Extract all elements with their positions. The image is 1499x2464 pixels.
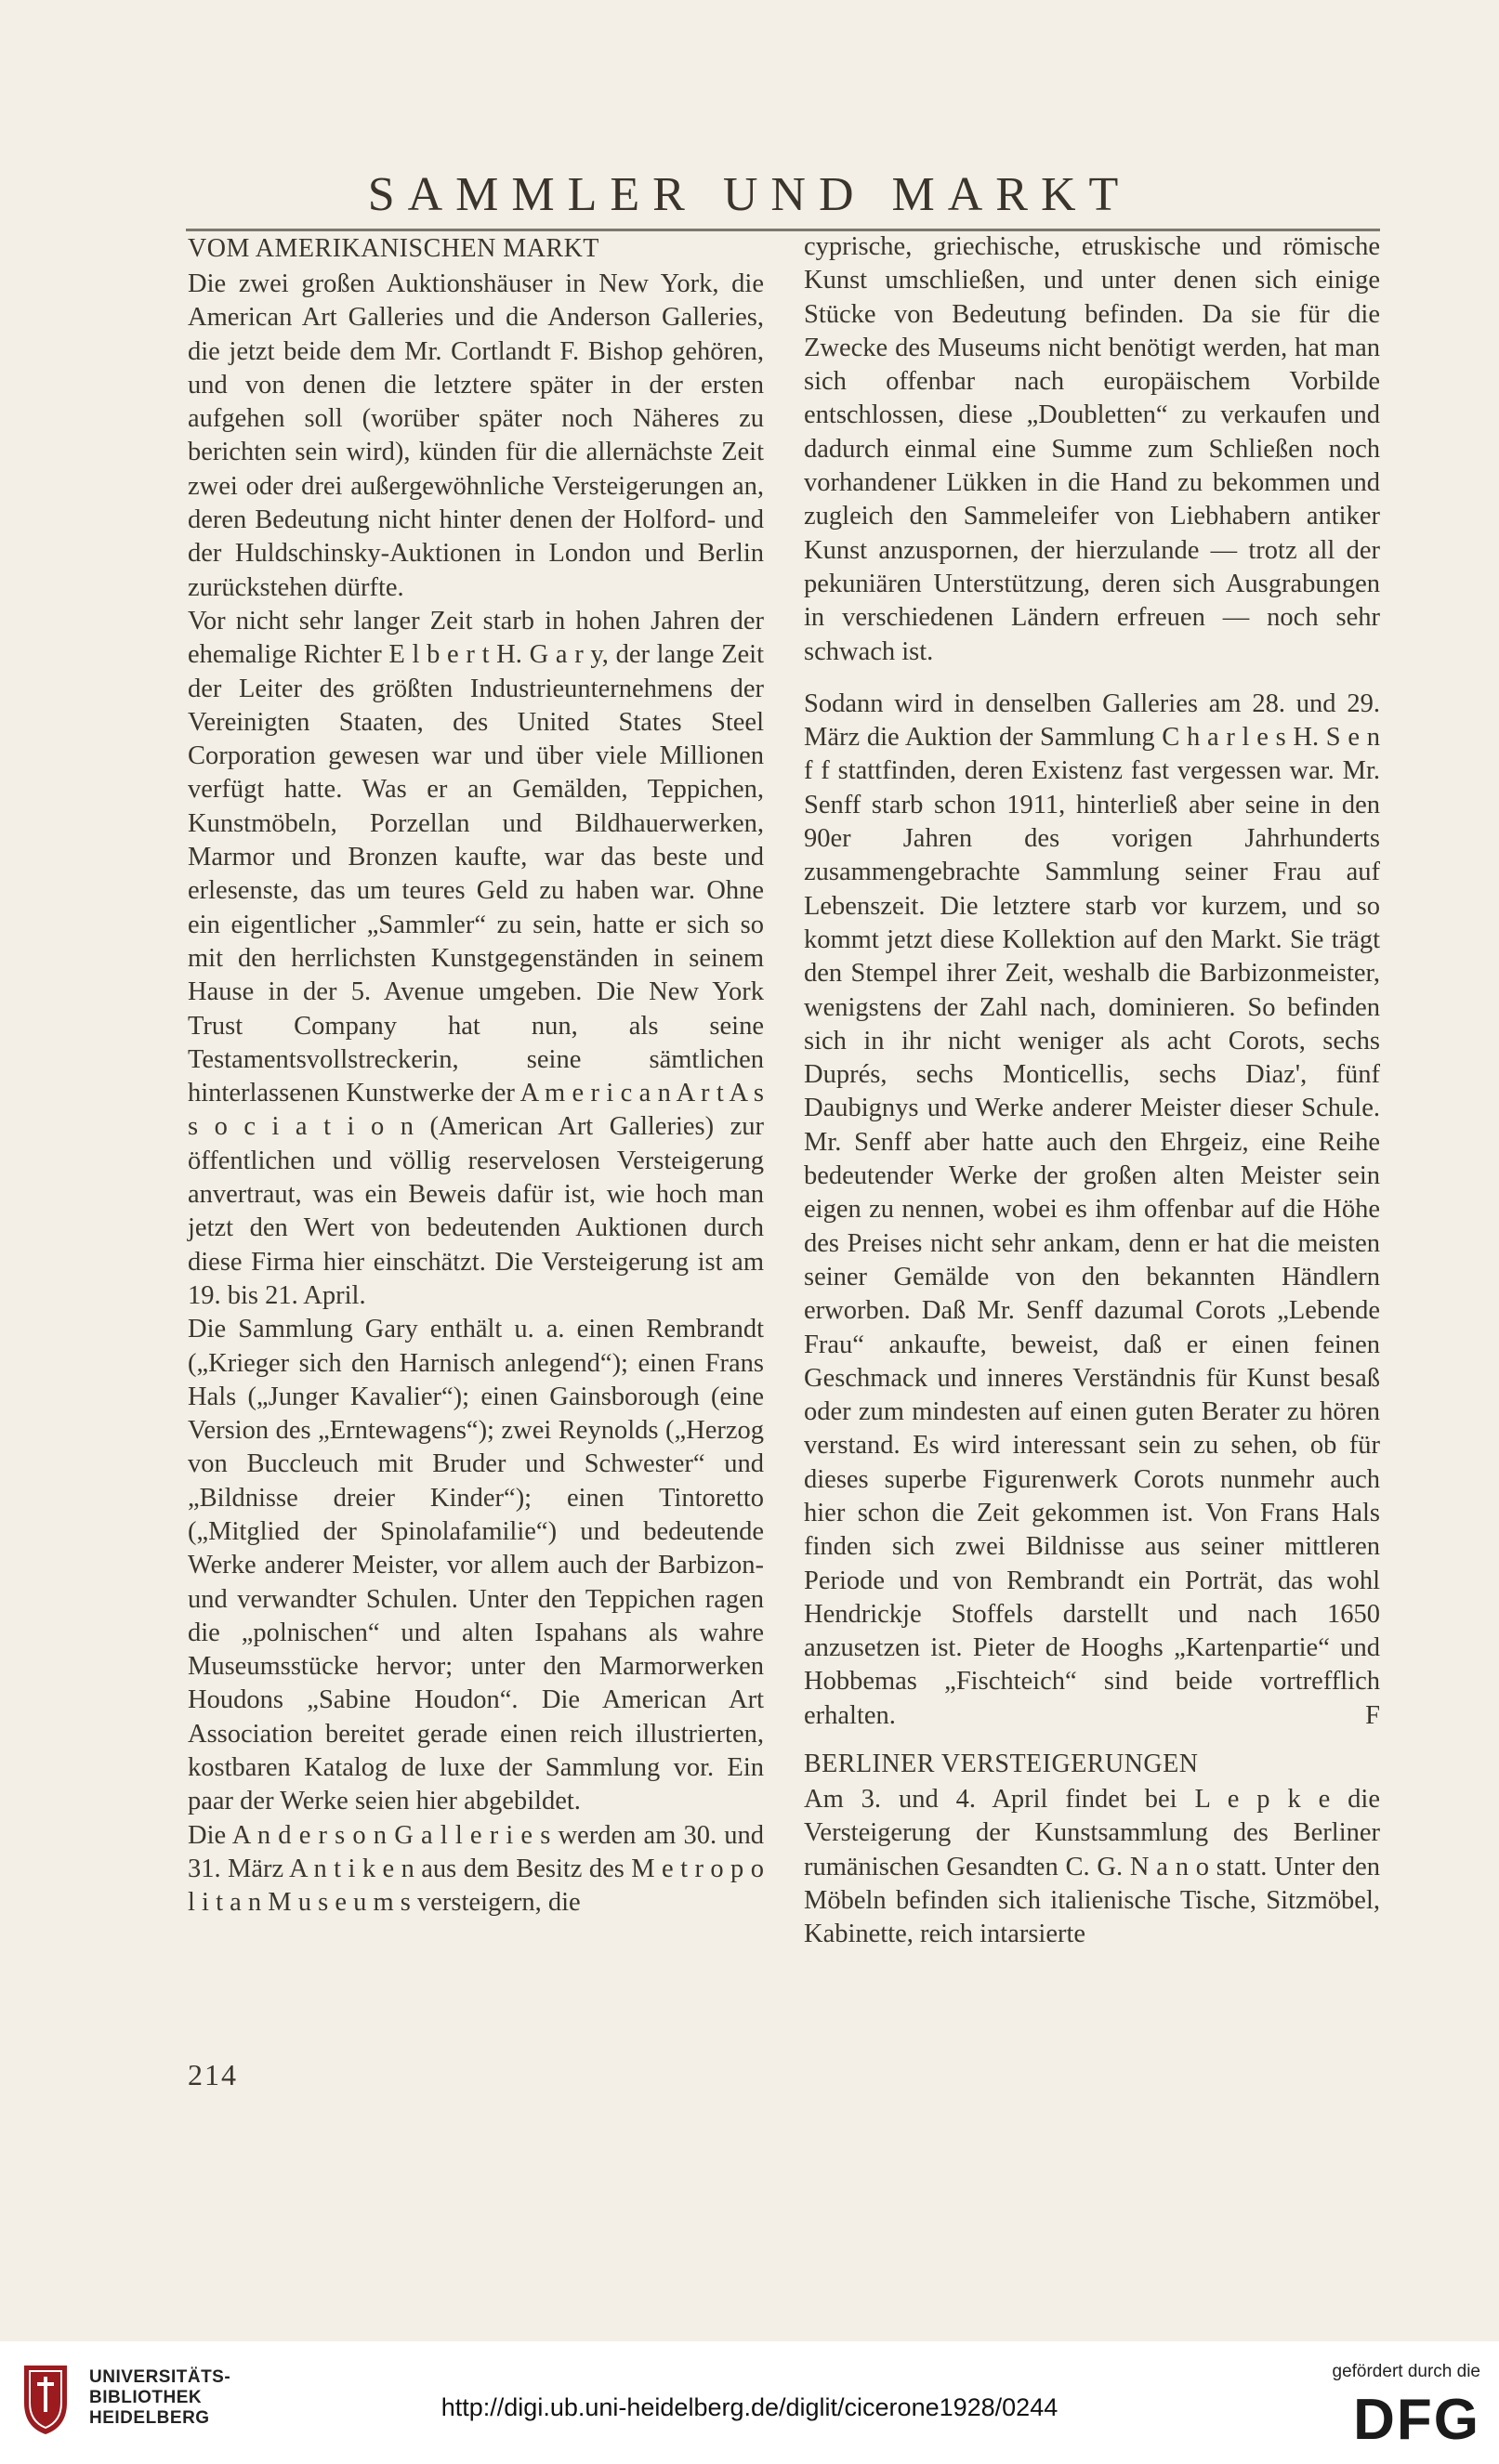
dfg-logo: DFG	[1353, 2388, 1480, 2452]
paragraph: Am 3. und 4. April findet bei L e p k e die Versteigerung der Kunstsammlung des Berliner rumänischen Gesandten C. G. N a n o statt. Unter den Möbeln befinden sich italienische Tische, Sitzmöbel, Kabinette, reich intarsierte	[804, 1785, 1380, 1949]
page-number: 214	[188, 2058, 238, 2091]
paragraph-gap	[804, 1733, 1380, 1746]
paragraph: Die A n d e r s o n G a l l e r i e s werden am 30. und 31. März A n t i k e n aus dem Besitz des M e t r o p o l i t a n M u s e u m s versteigern, die	[188, 1820, 764, 1918]
institution-line: HEIDELBERG	[89, 2408, 210, 2428]
paragraph: Die zwei großen Auktionshäuser in New York, die American Art Galleries und die Anderson Galleries, die jetzt beide dem Mr. Cortlandt F. Bishop gehören, und von denen die letztere später in der ersten aufgehen soll (worüber später noch Näheres zu berichten sein wird), künden für die allernächste Zeit zwei oder drei außergewöhnliche Versteigerungen an, deren Bedeutung nicht hinter denen der Holford- und der Huldschinsky-Auktionen in London und Berlin zurückstehen dürfte.	[188, 269, 764, 602]
page-header-title: SAMMLER UND MARKT	[367, 168, 1132, 221]
author-signature: F	[1365, 1700, 1380, 1730]
paragraph: Die Sammlung Gary enthält u. a. einen Rembrandt („Krieger sich den Harnisch anlegend“); einen Frans Hals („Junger Kavalier“); einen Gainsborough (eine Version des „Erntewagens“); zwei Reynolds („Herzog von Buccleuch mit Bruder und Schwester“ und „Bildnisse dreier Kinder“); einen Tintoretto („Mitglied der Spinolafamilie“) und bedeutende Werke anderer Meister, vor allem auch der Barbizon- und verwandter Schulen. Unter den Teppichen ragen die „polnischen“ und alten Ispahans als wahre Museumsstücke hervor; unter den Marmorwerken Houdons „Sabine Houdon“. Die American Art Association bereitet gerade einen reich illustrierten, kostbaren Katalog de luxe der Sammlung vor. Ein paar der Werke seien hier abgebildet.	[188, 1315, 764, 1816]
paragraph-gap	[804, 669, 1380, 688]
left-column	[188, 230, 764, 1920]
paragraph: cyprische, griechische, etruskische und römische Kunst umschließen, und unter denen sich einige Stücke von Bedeutung befinden. Da sie für die Zwecke des Museums nicht benötigt werden, hat man sich offenbar nach europäischem Vorbilde entschlossen, diese „Doubletten“ zu verkaufen und dadurch einmal eine Summe zum Schließen noch vorhandener Lükken in die Hand zu bekommen und zugleich den Sammeleifer von Liebhabern antiker Kunst anzuspornen, der hierzulande — trotz all der pekuniären Unterstützung, deren sich Ausgrabungen in verschiedenen Ländern erfreuen — noch sehr schwach ist.	[804, 232, 1380, 666]
right-column	[804, 230, 1380, 1952]
paragraph	[804, 688, 1380, 1733]
institution-line: UNIVERSITÄTS-	[89, 2367, 231, 2387]
permalink[interactable]: http://digi.ub.uni-heidelberg.de/diglit/cicerone1928/0244	[440, 2393, 1059, 2421]
funder-caption: gefördert durch die	[1332, 2362, 1480, 2381]
paragraph: Vor nicht sehr langer Zeit starb in hohen Jahren der ehemalige Richter E l b e r t H. G a r y, der lange Zeit der Leiter des größten Industrieunternehmens der Vereinigten Staaten, des United States Steel Corporation gewesen war und über viele Millionen verfügt hatte. Was er an Gemälden, Teppichen, Kunstmöbeln, Porzellan und Bildhauerwerken, Marmor und Bronzen kaufte, war das beste und erlesenste, das um teures Geld zu haben war. Ohne ein eigentlicher „Sammler“ zu sein, hatte er sich so mit den herrlichsten Kunstgegenständen in seinem Hause in der 5. Avenue umgeben. Die New York Trust Company hat nun, als seine Testamentsvollstreckerin, seine sämtlichen hinterlassenen Kunstwerke der A m e r i c a n A r t A s s o c i a t i o n (American Art Galleries) zur öffentlichen und völlig reservelosen Versteigerung anvertraut, was ein Beweis dafür ist, wie hoch man jetzt den Wert von bedeutenden Auktionen durch diese Firma hier einschätzt. Die Versteigerung ist am 19. bis 21. April.	[188, 606, 764, 1310]
section-heading-berlin-auctions: BERLINER VERSTEIGERUNGEN	[804, 1750, 1199, 1779]
institution-line: BIBLIOTHEK	[89, 2388, 203, 2407]
paragraph-text: Sodann wird in denselben Galleries am 28. und 29. März die Auktion der Sammlung C h a r l e s H. S e n f f stattfinden, deren Existenz fast vergessen war. Mr. Senff starb schon 1911, hinterließ aber seine in den 90er Jahren des vorigen Jahrhunderts zusammengebrachte Sammlung seiner Frau auf Lebenszeit. Die letztere starb vor kurzem, und so kommt jetzt diese Kollektion auf den Markt. Sie trägt den Stempel ihrer Zeit, weshalb die Barbizonmeister, wenigstens der Zahl nach, dominieren. So befinden sich in ihr nicht weniger als acht Corots, sechs Duprés, sechs Monticellis, sechs Diaz', fünf Daubignys und Werke anderer Meister dieser Schule. Mr. Senff aber hatte auch den Ehrgeiz, eine Reihe bedeutender Werke der großen alten Meister sein eigen zu nennen, wobei es ihm offenbar auf die Höhe des Preises nicht sehr ankam, denn er hat die meisten seiner Gemälde von den bekannten Händlern erworben. Daß Mr. Senff dazumal Corots „Lebende Frau“ ankaufte, beweist, daß er einen feinen Geschmack und inneres Verständnis für Kunst besaß oder zum mindesten auf einen guten Berater zu hören verstand. Es wird interessant sein zu sehen, ob für dieses superbe Figurenwerk Corots nunmehr auch hier schon die Zeit gekommen ist. Von Frans Hals finden sich zwei Bildnisse aus seiner mittleren Periode und von Rembrandt ein Porträt, das wohl Hendrickje Stoffels darstellt und nach 1650 anzusetzen ist. Pieter de Hooghs „Kartenpartie“ und Hobbemas „Fischteich“ sind beide vortrefflich erhalten.	[804, 688, 1380, 1730]
section-heading-american-market: VOM AMERIKANISCHEN MARKT	[188, 234, 599, 263]
